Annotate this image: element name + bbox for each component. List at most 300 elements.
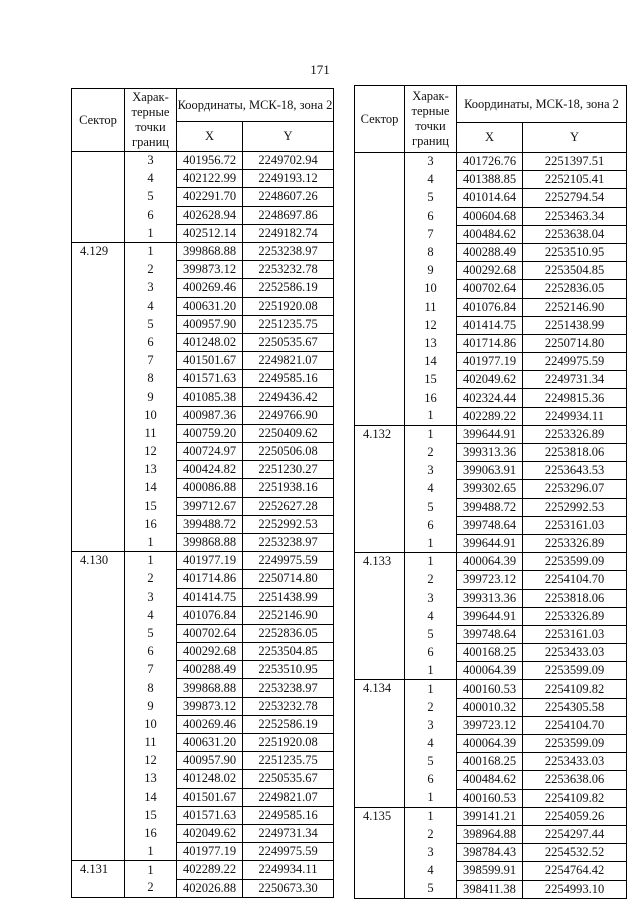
y-coordinate-cell: 2253818.06	[523, 444, 627, 462]
table-row	[355, 862, 627, 880]
table-row	[355, 262, 627, 280]
sector-cell	[355, 389, 405, 407]
x-coordinate-cell: 400292.68	[177, 643, 243, 661]
y-coordinate-cell: 2253232.78	[243, 261, 334, 279]
x-coordinate-cell: 401248.02	[177, 770, 243, 788]
x-coordinate-cell: 401501.67	[177, 352, 243, 370]
sector-cell	[355, 625, 405, 643]
y-coordinate-cell: 2249193.12	[243, 170, 334, 188]
y-coordinate-cell: 2251920.08	[243, 297, 334, 315]
x-coordinate-cell: 399644.91	[457, 534, 523, 552]
x-coordinate-cell: 402512.14	[177, 224, 243, 242]
table-row	[72, 533, 334, 551]
sector-cell	[72, 188, 125, 206]
y-coordinate-cell: 2251235.75	[243, 752, 334, 770]
y-coordinate-cell: 2253326.89	[523, 425, 627, 443]
sector-cell	[355, 444, 405, 462]
point-number-cell: 8	[405, 243, 457, 261]
sector-cell	[355, 407, 405, 425]
x-coordinate-cell: 399644.91	[457, 607, 523, 625]
table-row	[72, 206, 334, 224]
point-number-cell: 2	[125, 879, 177, 897]
x-coordinate-cell: 400269.46	[177, 715, 243, 733]
x-coordinate-cell: 402324.44	[457, 389, 523, 407]
x-coordinate-cell: 402049.62	[457, 371, 523, 389]
x-coordinate-cell: 401414.75	[457, 316, 523, 334]
point-number-cell: 5	[405, 498, 457, 516]
x-coordinate-cell: 400702.64	[457, 280, 523, 298]
table-row	[72, 752, 334, 770]
point-number-cell: 3	[125, 588, 177, 606]
table-row	[355, 316, 627, 334]
header-coords: Координаты, МСК-18, зона 2	[457, 86, 627, 123]
sector-cell	[355, 662, 405, 680]
y-coordinate-cell: 2249934.11	[243, 861, 334, 879]
sector-cell	[355, 243, 405, 261]
table-row	[72, 734, 334, 752]
x-coordinate-cell: 401956.72	[177, 152, 243, 170]
table-row	[355, 880, 627, 898]
sector-cell: 4.129	[72, 242, 125, 260]
x-coordinate-cell: 402122.99	[177, 170, 243, 188]
x-coordinate-cell: 401977.19	[177, 843, 243, 861]
x-coordinate-cell: 401085.38	[177, 388, 243, 406]
y-coordinate-cell: 2253238.97	[243, 242, 334, 260]
header-x: X	[457, 123, 523, 153]
x-coordinate-cell: 400604.68	[457, 207, 523, 225]
x-coordinate-cell: 400288.49	[457, 243, 523, 261]
table-row	[355, 353, 627, 371]
x-coordinate-cell: 399873.12	[177, 261, 243, 279]
y-coordinate-cell: 2249436.42	[243, 388, 334, 406]
y-coordinate-cell: 2253161.03	[523, 625, 627, 643]
y-coordinate-cell: 2253510.95	[243, 661, 334, 679]
point-number-cell: 5	[405, 880, 457, 898]
y-coordinate-cell: 2252586.19	[243, 715, 334, 733]
table-row	[355, 698, 627, 716]
y-coordinate-cell: 2253232.78	[243, 697, 334, 715]
y-coordinate-cell: 2252105.41	[523, 171, 627, 189]
x-coordinate-cell: 402026.88	[177, 879, 243, 897]
point-number-cell: 6	[405, 207, 457, 225]
sector-cell	[355, 571, 405, 589]
table-row	[355, 662, 627, 680]
table-row	[72, 352, 334, 370]
y-coordinate-cell: 2253638.06	[523, 771, 627, 789]
point-number-cell: 3	[125, 152, 177, 170]
y-coordinate-cell: 2254993.10	[523, 880, 627, 898]
sector-cell	[72, 879, 125, 897]
y-coordinate-cell: 2252836.05	[523, 280, 627, 298]
x-coordinate-cell: 399488.72	[177, 515, 243, 533]
point-number-cell: 7	[125, 661, 177, 679]
point-number-cell: 1	[405, 407, 457, 425]
table-row	[72, 242, 334, 260]
point-number-cell: 3	[405, 844, 457, 862]
sector-cell	[72, 824, 125, 842]
sector-cell	[72, 297, 125, 315]
y-coordinate-cell: 2250714.80	[523, 334, 627, 352]
sector-cell	[72, 170, 125, 188]
point-number-cell: 12	[125, 443, 177, 461]
point-number-cell: 6	[405, 771, 457, 789]
x-coordinate-cell: 400168.25	[457, 644, 523, 662]
point-number-cell: 6	[405, 516, 457, 534]
table-body-right	[355, 153, 627, 899]
y-coordinate-cell: 2249731.34	[523, 371, 627, 389]
header-y: Y	[523, 123, 627, 153]
x-coordinate-cell: 399488.72	[457, 498, 523, 516]
point-number-cell: 4	[405, 171, 457, 189]
y-coordinate-cell: 2249821.07	[243, 352, 334, 370]
x-coordinate-cell: 400957.90	[177, 315, 243, 333]
point-number-cell: 5	[405, 753, 457, 771]
table-row	[72, 479, 334, 497]
sector-cell	[355, 753, 405, 771]
table-row	[355, 480, 627, 498]
y-coordinate-cell: 2253818.06	[523, 589, 627, 607]
table-row	[72, 570, 334, 588]
x-coordinate-cell: 400702.64	[177, 624, 243, 642]
sector-cell	[72, 461, 125, 479]
point-number-cell: 8	[125, 370, 177, 388]
point-number-cell: 3	[405, 153, 457, 171]
point-number-cell: 1	[125, 552, 177, 570]
sector-cell	[72, 497, 125, 515]
table-row	[355, 771, 627, 789]
table-row	[355, 735, 627, 753]
y-coordinate-cell: 2252836.05	[243, 624, 334, 642]
x-coordinate-cell: 400957.90	[177, 752, 243, 770]
x-coordinate-cell: 399868.88	[177, 679, 243, 697]
point-number-cell: 11	[125, 424, 177, 442]
point-number-cell: 8	[125, 679, 177, 697]
x-coordinate-cell: 402049.62	[177, 824, 243, 842]
x-coordinate-cell: 400064.39	[457, 735, 523, 753]
sector-cell	[355, 825, 405, 843]
y-coordinate-cell: 2253643.53	[523, 462, 627, 480]
point-number-cell: 1	[125, 533, 177, 551]
point-number-cell: 5	[125, 624, 177, 642]
point-number-cell: 2	[125, 261, 177, 279]
x-coordinate-cell: 401076.84	[177, 606, 243, 624]
point-number-cell: 12	[405, 316, 457, 334]
table-row	[72, 643, 334, 661]
point-number-cell: 11	[405, 298, 457, 316]
table-row	[72, 406, 334, 424]
x-coordinate-cell: 402289.22	[457, 407, 523, 425]
y-coordinate-cell: 2251230.27	[243, 461, 334, 479]
table-row	[72, 188, 334, 206]
y-coordinate-cell: 2254532.52	[523, 844, 627, 862]
x-coordinate-cell: 400160.53	[457, 789, 523, 807]
point-number-cell: 13	[125, 461, 177, 479]
header-sector: Сектор	[355, 86, 405, 153]
sector-cell	[72, 715, 125, 733]
point-number-cell: 6	[125, 333, 177, 351]
x-coordinate-cell: 401726.76	[457, 153, 523, 171]
y-coordinate-cell: 2249585.16	[243, 370, 334, 388]
x-coordinate-cell: 402289.22	[177, 861, 243, 879]
y-coordinate-cell: 2253238.97	[243, 679, 334, 697]
y-coordinate-cell: 2250535.67	[243, 333, 334, 351]
sector-cell	[72, 588, 125, 606]
sector-cell	[355, 534, 405, 552]
table-row	[355, 498, 627, 516]
y-coordinate-cell: 2251438.99	[243, 588, 334, 606]
sector-cell	[72, 206, 125, 224]
table-row	[72, 679, 334, 697]
point-number-cell: 16	[125, 824, 177, 842]
table-row	[72, 552, 334, 570]
x-coordinate-cell: 401388.85	[457, 171, 523, 189]
x-coordinate-cell: 399868.88	[177, 533, 243, 551]
point-number-cell: 4	[125, 170, 177, 188]
y-coordinate-cell: 2252146.90	[243, 606, 334, 624]
y-coordinate-cell: 2252146.90	[523, 298, 627, 316]
x-coordinate-cell: 399748.64	[457, 516, 523, 534]
x-coordinate-cell: 400484.62	[457, 225, 523, 243]
table-row	[72, 170, 334, 188]
sector-cell	[72, 788, 125, 806]
sector-cell: 4.131	[72, 861, 125, 879]
x-coordinate-cell: 400160.53	[457, 680, 523, 698]
y-coordinate-cell: 2252627.28	[243, 497, 334, 515]
point-number-cell: 5	[405, 189, 457, 207]
table-row	[72, 806, 334, 824]
table-body-left	[72, 152, 334, 898]
table-row	[72, 770, 334, 788]
sector-cell	[355, 153, 405, 171]
table-row	[355, 825, 627, 843]
point-number-cell: 1	[405, 680, 457, 698]
sector-cell	[72, 315, 125, 333]
table-row	[355, 171, 627, 189]
table-row	[355, 462, 627, 480]
sector-cell	[72, 752, 125, 770]
point-number-cell: 10	[125, 406, 177, 424]
table-row	[72, 588, 334, 606]
header-x: X	[177, 122, 243, 152]
sector-cell	[355, 353, 405, 371]
table-row	[72, 715, 334, 733]
sector-cell	[355, 498, 405, 516]
y-coordinate-cell: 2251920.08	[243, 734, 334, 752]
sector-cell	[355, 298, 405, 316]
point-number-cell: 16	[125, 515, 177, 533]
y-coordinate-cell: 2254109.82	[523, 789, 627, 807]
sector-cell: 4.130	[72, 552, 125, 570]
table-row	[355, 207, 627, 225]
point-number-cell: 4	[125, 606, 177, 624]
y-coordinate-cell: 2251938.16	[243, 479, 334, 497]
y-coordinate-cell: 2253296.07	[523, 480, 627, 498]
y-coordinate-cell: 2253326.89	[523, 534, 627, 552]
table-row	[355, 571, 627, 589]
point-number-cell: 9	[125, 697, 177, 715]
point-number-cell: 1	[405, 553, 457, 571]
table-row	[355, 716, 627, 734]
sector-cell	[355, 607, 405, 625]
table-row	[355, 807, 627, 825]
y-coordinate-cell: 2251438.99	[523, 316, 627, 334]
y-coordinate-cell: 2250673.30	[243, 879, 334, 897]
y-coordinate-cell: 2249975.59	[243, 552, 334, 570]
x-coordinate-cell: 399063.91	[457, 462, 523, 480]
point-number-cell: 1	[125, 843, 177, 861]
point-number-cell: 12	[125, 752, 177, 770]
x-coordinate-cell: 401014.64	[457, 189, 523, 207]
point-number-cell: 2	[405, 444, 457, 462]
point-number-cell: 1	[405, 534, 457, 552]
sector-cell	[72, 624, 125, 642]
x-coordinate-cell: 400064.39	[457, 553, 523, 571]
y-coordinate-cell: 2251235.75	[243, 315, 334, 333]
sector-cell	[355, 316, 405, 334]
point-number-cell: 4	[405, 862, 457, 880]
y-coordinate-cell: 2252992.53	[243, 515, 334, 533]
point-number-cell: 4	[405, 480, 457, 498]
x-coordinate-cell: 400424.82	[177, 461, 243, 479]
point-number-cell: 3	[405, 716, 457, 734]
table-row	[355, 625, 627, 643]
table-row	[355, 516, 627, 534]
point-number-cell: 3	[405, 462, 457, 480]
sector-cell	[72, 570, 125, 588]
x-coordinate-cell: 400269.46	[177, 279, 243, 297]
sector-cell: 4.135	[355, 807, 405, 825]
sector-cell	[72, 406, 125, 424]
sector-cell	[355, 771, 405, 789]
table-row	[355, 334, 627, 352]
table-row	[355, 425, 627, 443]
sector-cell	[355, 735, 405, 753]
sector-cell	[72, 643, 125, 661]
page-number: 171	[310, 62, 330, 77]
y-coordinate-cell: 2253599.09	[523, 553, 627, 571]
sector-cell	[355, 462, 405, 480]
table-row	[72, 443, 334, 461]
point-number-cell: 13	[125, 770, 177, 788]
y-coordinate-cell: 2253599.09	[523, 662, 627, 680]
y-coordinate-cell: 2253161.03	[523, 516, 627, 534]
point-number-cell: 10	[405, 280, 457, 298]
point-number-cell: 5	[405, 625, 457, 643]
sector-cell	[355, 716, 405, 734]
x-coordinate-cell: 400759.20	[177, 424, 243, 442]
point-number-cell: 1	[125, 242, 177, 260]
y-coordinate-cell: 2249815.36	[523, 389, 627, 407]
x-coordinate-cell: 400168.25	[457, 753, 523, 771]
point-number-cell: 5	[125, 315, 177, 333]
sector-cell	[355, 280, 405, 298]
sector-cell	[72, 843, 125, 861]
point-number-cell: 6	[125, 643, 177, 661]
table-row	[72, 624, 334, 642]
point-number-cell: 15	[405, 371, 457, 389]
table-row	[355, 607, 627, 625]
sector-cell	[72, 279, 125, 297]
table-row	[355, 298, 627, 316]
table-row	[72, 879, 334, 897]
point-number-cell: 3	[405, 589, 457, 607]
table-row	[72, 388, 334, 406]
point-number-cell: 1	[405, 425, 457, 443]
y-coordinate-cell: 2248697.86	[243, 206, 334, 224]
sector-cell	[72, 224, 125, 242]
x-coordinate-cell: 400484.62	[457, 771, 523, 789]
sector-cell	[355, 644, 405, 662]
y-coordinate-cell: 2254305.58	[523, 698, 627, 716]
sector-cell	[72, 533, 125, 551]
y-coordinate-cell: 2253504.85	[243, 643, 334, 661]
y-coordinate-cell: 2250409.62	[243, 424, 334, 442]
sector-cell	[355, 589, 405, 607]
sector-cell	[355, 262, 405, 280]
table-row	[72, 861, 334, 879]
y-coordinate-cell: 2250535.67	[243, 770, 334, 788]
x-coordinate-cell: 402628.94	[177, 206, 243, 224]
table-row	[355, 280, 627, 298]
point-number-cell: 1	[125, 861, 177, 879]
sector-cell	[72, 424, 125, 442]
table-row	[355, 389, 627, 407]
table-row	[355, 153, 627, 171]
x-coordinate-cell: 400292.68	[457, 262, 523, 280]
y-coordinate-cell: 2253504.85	[523, 262, 627, 280]
y-coordinate-cell: 2253433.03	[523, 644, 627, 662]
point-number-cell: 1	[405, 662, 457, 680]
sector-cell	[72, 333, 125, 351]
x-coordinate-cell: 399723.12	[457, 571, 523, 589]
point-number-cell: 7	[125, 352, 177, 370]
x-coordinate-cell: 399868.88	[177, 242, 243, 260]
table-row	[72, 152, 334, 170]
point-number-cell: 15	[125, 497, 177, 515]
table-row	[72, 370, 334, 388]
point-number-cell: 2	[405, 825, 457, 843]
table-row	[72, 261, 334, 279]
sector-cell: 4.132	[355, 425, 405, 443]
x-coordinate-cell: 400086.88	[177, 479, 243, 497]
sector-cell	[72, 734, 125, 752]
table-row	[72, 515, 334, 533]
point-number-cell: 13	[405, 334, 457, 352]
point-number-cell: 15	[125, 806, 177, 824]
table-row	[355, 644, 627, 662]
header-points: Харак-терные точки границ	[125, 89, 177, 152]
sector-cell	[72, 479, 125, 497]
table-row	[72, 279, 334, 297]
x-coordinate-cell: 401714.86	[177, 570, 243, 588]
table-row	[355, 407, 627, 425]
point-number-cell: 4	[125, 297, 177, 315]
point-number-cell: 4	[405, 735, 457, 753]
point-number-cell: 14	[405, 353, 457, 371]
table-row	[72, 606, 334, 624]
x-coordinate-cell: 401501.67	[177, 788, 243, 806]
table-row	[72, 333, 334, 351]
table-row	[355, 444, 627, 462]
table-row	[355, 680, 627, 698]
y-coordinate-cell: 2254059.26	[523, 807, 627, 825]
y-coordinate-cell: 2254104.70	[523, 716, 627, 734]
y-coordinate-cell: 2249731.34	[243, 824, 334, 842]
x-coordinate-cell: 401714.86	[457, 334, 523, 352]
sector-cell	[355, 225, 405, 243]
y-coordinate-cell: 2254764.42	[523, 862, 627, 880]
table-row	[72, 788, 334, 806]
